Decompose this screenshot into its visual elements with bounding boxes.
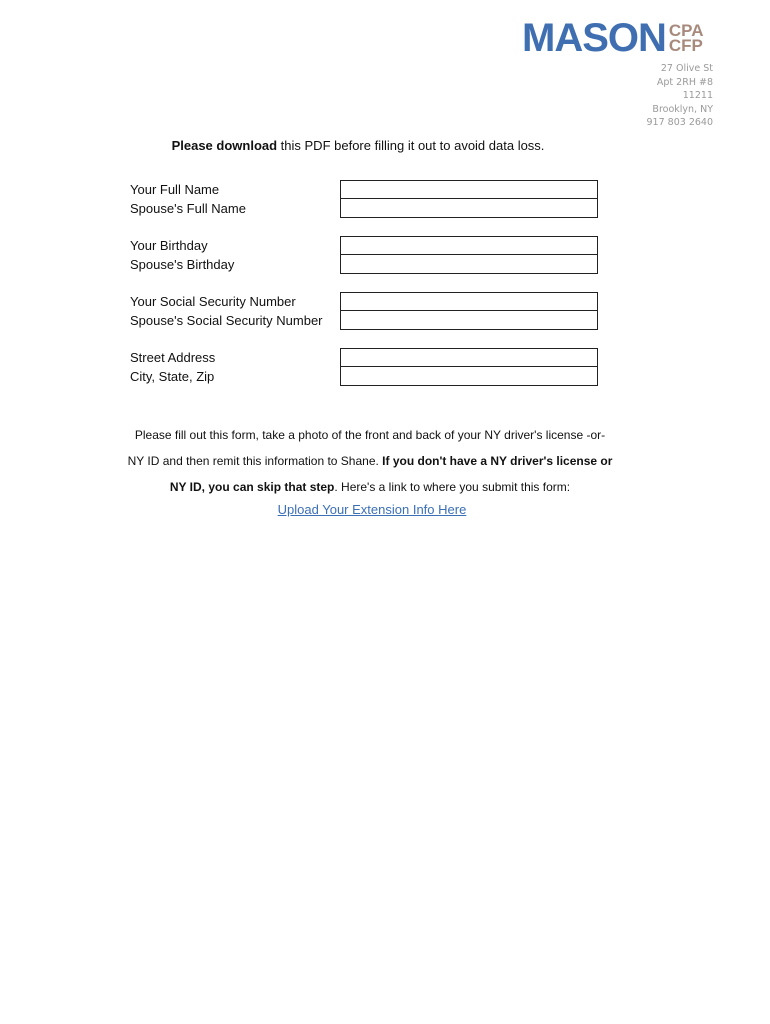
spouse-ssn-label: Spouse's Social Security Number bbox=[130, 313, 323, 328]
instructions-line-1: Please fill out this form, take a photo of the front and back of your NY driver's license -or- bbox=[134, 428, 606, 442]
form-row bbox=[130, 199, 598, 218]
ssn-field[interactable] bbox=[340, 292, 598, 311]
office-address bbox=[563, 62, 713, 130]
street-address-field[interactable] bbox=[340, 348, 598, 367]
city-state-zip-field[interactable] bbox=[340, 367, 598, 386]
spouse-full-name-field[interactable] bbox=[340, 199, 598, 218]
name-group bbox=[130, 180, 598, 218]
instructions-line-2-bold: If you don't have a NY driver's license or bbox=[382, 454, 613, 468]
mason-logo bbox=[522, 18, 704, 58]
street-address-label: Street Address bbox=[130, 350, 216, 365]
download-notice-text: this PDF before filling it out to avoid data loss. bbox=[277, 138, 545, 153]
address-zip: 11211 bbox=[682, 90, 713, 102]
address-apt: Apt 2RH #8 bbox=[656, 76, 713, 88]
full-name-field[interactable] bbox=[340, 180, 598, 199]
city-state-zip-label: City, State, Zip bbox=[130, 369, 215, 384]
download-notice-bold: Please download bbox=[171, 138, 278, 153]
client-info-form bbox=[130, 180, 598, 404]
birthday-field[interactable] bbox=[340, 236, 598, 255]
full-name-label: Your Full Name bbox=[130, 182, 220, 197]
address-phone: 917 803 2640 bbox=[646, 117, 713, 129]
form-row bbox=[130, 180, 598, 199]
ssn-label: Your Social Security Number bbox=[130, 294, 296, 309]
logo-cpa: CPA bbox=[668, 21, 704, 40]
logo-wordmark: MASON bbox=[522, 16, 666, 60]
upload-link-container bbox=[0, 502, 744, 517]
address-group bbox=[130, 348, 598, 386]
address-street: 27 Olive St bbox=[660, 63, 713, 74]
form-row bbox=[130, 255, 598, 274]
spouse-birthday-label: Spouse's Birthday bbox=[130, 257, 235, 272]
instructions-line-3-bold: NY ID, you can skip that step bbox=[169, 480, 335, 494]
instructions-line-3 bbox=[100, 474, 640, 500]
birthday-label: Your Birthday bbox=[130, 238, 208, 253]
logo-cfp: CFP bbox=[668, 36, 703, 55]
spouse-birthday-field[interactable] bbox=[340, 255, 598, 274]
logo-credentials bbox=[669, 23, 704, 53]
birthday-group bbox=[130, 236, 598, 274]
download-notice bbox=[0, 138, 716, 153]
upload-extension-link[interactable]: Upload Your Extension Info Here bbox=[277, 502, 467, 517]
form-row bbox=[130, 348, 598, 367]
address-city: Brooklyn, NY bbox=[652, 103, 713, 115]
form-row bbox=[130, 292, 598, 311]
instructions-line-3-text: . Here's a link to where you submit this form: bbox=[334, 480, 571, 494]
form-row bbox=[130, 311, 598, 330]
spouse-full-name-label: Spouse's Full Name bbox=[130, 201, 246, 216]
ssn-group bbox=[130, 292, 598, 330]
spouse-ssn-field[interactable] bbox=[340, 311, 598, 330]
form-row bbox=[130, 367, 598, 386]
instructions-line-2-text: NY ID and then remit this information to Shane. bbox=[127, 454, 383, 468]
instructions-line-2 bbox=[100, 448, 640, 474]
form-row bbox=[130, 236, 598, 255]
instructions-paragraph bbox=[100, 422, 640, 500]
